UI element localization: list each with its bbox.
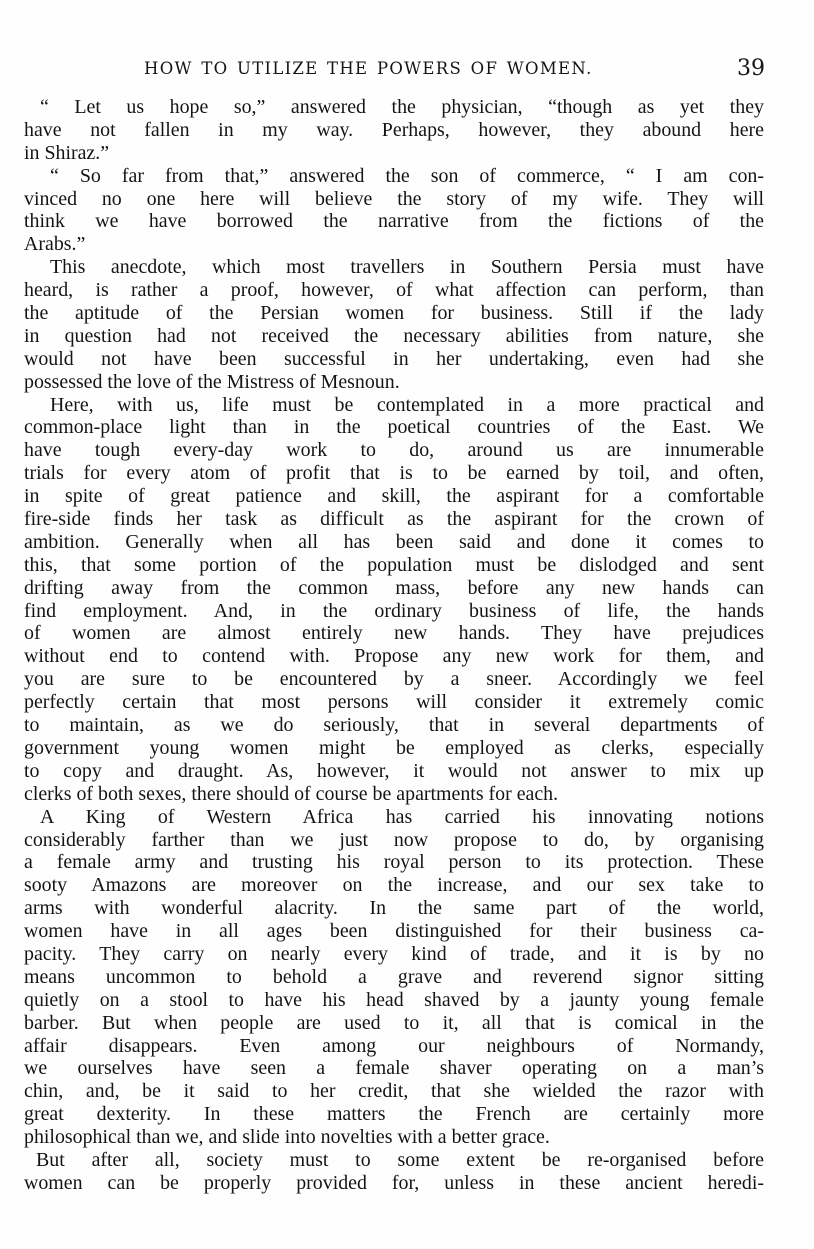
text-line: sooty Amazons are moreover on the increase, and our sex take to [24,874,764,897]
text-line: to maintain, as we do seriously, that in several departments of [24,714,764,737]
text-line: vinced no one here will believe the story of my wife. They will [24,187,764,210]
text-line: have not fallen in my way. Perhaps, however, they abound here [24,118,764,141]
text-line: arms with wonderful alacrity. In the same part of the world, [24,897,764,920]
text-line: common-place light than in the poetical countries of the East. We [24,416,764,439]
paragraph [24,1149,764,1195]
text-line: you are sure to be encountered by a sneer. Accordingly we feel [24,668,764,691]
text-line: great dexterity. In these matters the French are certainly more [24,1103,764,1126]
text-line: find employment. And, in the ordinary business of life, the hands [24,599,764,622]
text-line: clerks of both sexes, there should of course be apartments for each. [24,782,559,805]
page-number: 39 [737,56,765,81]
running-head: HOW TO UTILIZE THE POWERS OF WOMEN. [144,59,593,78]
text-line: Here, with us, life must be contemplated in a more practical and [50,393,764,416]
text-line: “ Let us hope so,” answered the physician, “though as yet they [40,96,764,118]
text-line: women can be properly provided for, unless in these ancient heredi- [24,1171,764,1194]
body-text [24,96,764,1195]
text-line: drifting away from the common mass, before any new hands can [24,576,764,599]
text-line: in Shiraz.” [24,141,110,164]
text-line: this, that some portion of the population must be dislodged and sent [24,553,764,576]
text-line: to copy and draught. As, however, it would not answer to mix up [24,759,764,782]
text-line: A King of Western Africa has carried his innovating notions [40,805,764,828]
text-line: barber. But when people are used to it, all that is comical in the [24,1011,764,1034]
text-line: a female army and trusting his royal person to its protection. These [24,851,764,874]
text-line: pacity. They carry on nearly every kind of trade, and it is by no [24,942,764,965]
text-line: in question had not received the necessary abilities from nature, she [24,324,764,347]
text-line: possessed the love of the Mistress of Mesnoun. [24,370,400,393]
text-line: quietly on a stool to have his head shaved by a jaunty young female [24,988,764,1011]
paragraph [24,806,764,1149]
text-line: trials for every atom of profit that is to be earned by toil, and often, [24,462,764,485]
text-line: perfectly certain that most persons will consider it extremely comic [24,691,764,714]
text-line: in spite of great patience and skill, the aspirant for a comfortable [24,485,764,508]
text-line: ambition. Generally when all has been said and done it comes to [24,530,764,553]
text-line: fire-side finds her task as difficult as the aspirant for the crown of [24,508,764,531]
paragraph [24,256,764,393]
page-header [30,56,770,84]
text-line: without end to contend with. Propose any new work for them, and [24,645,764,668]
paragraph [24,96,764,165]
text-line: the aptitude of the Persian women for business. Still if the lady [24,302,764,325]
text-line: philosophical than we, and slide into novelties with a better grace. [24,1126,550,1149]
text-line: women have in all ages been distinguished for their business ca- [24,920,764,943]
text-line: affair disappears. Even among our neighbours of Normandy, [24,1034,764,1057]
text-line: Arabs.” [24,233,86,256]
paragraph [24,165,764,257]
text-line: means uncommon to behold a grave and reverend signor sitting [24,965,764,988]
text-line: considerably farther than we just now propose to do, by organising [24,828,764,851]
text-line: But after all, society must to some extent be re-organised before [36,1148,764,1171]
paragraph [24,394,764,806]
text-line: would not have been successful in her undertaking, even had she [24,347,764,370]
text-line: think we have borrowed the narrative from the fictions of the [24,210,764,233]
text-line: chin, and, be it said to her credit, that she wielded the razor with [24,1080,764,1103]
text-line: This anecdote, which most travellers in Southern Persia must have [50,256,764,279]
text-line: heard, is rather a proof, however, of what affection can perform, than [24,279,764,302]
text-line: government young women might be employed as clerks, especially [24,736,764,759]
text-line: have tough every-day work to do, around us are innumerable [24,439,764,462]
text-line: we ourselves have seen a female shaver operating on a man’s [24,1057,764,1080]
text-line: “ So far from that,” answered the son of commerce, “ I am con- [50,164,764,187]
text-line: of women are almost entirely new hands. They have prejudices [24,622,764,645]
